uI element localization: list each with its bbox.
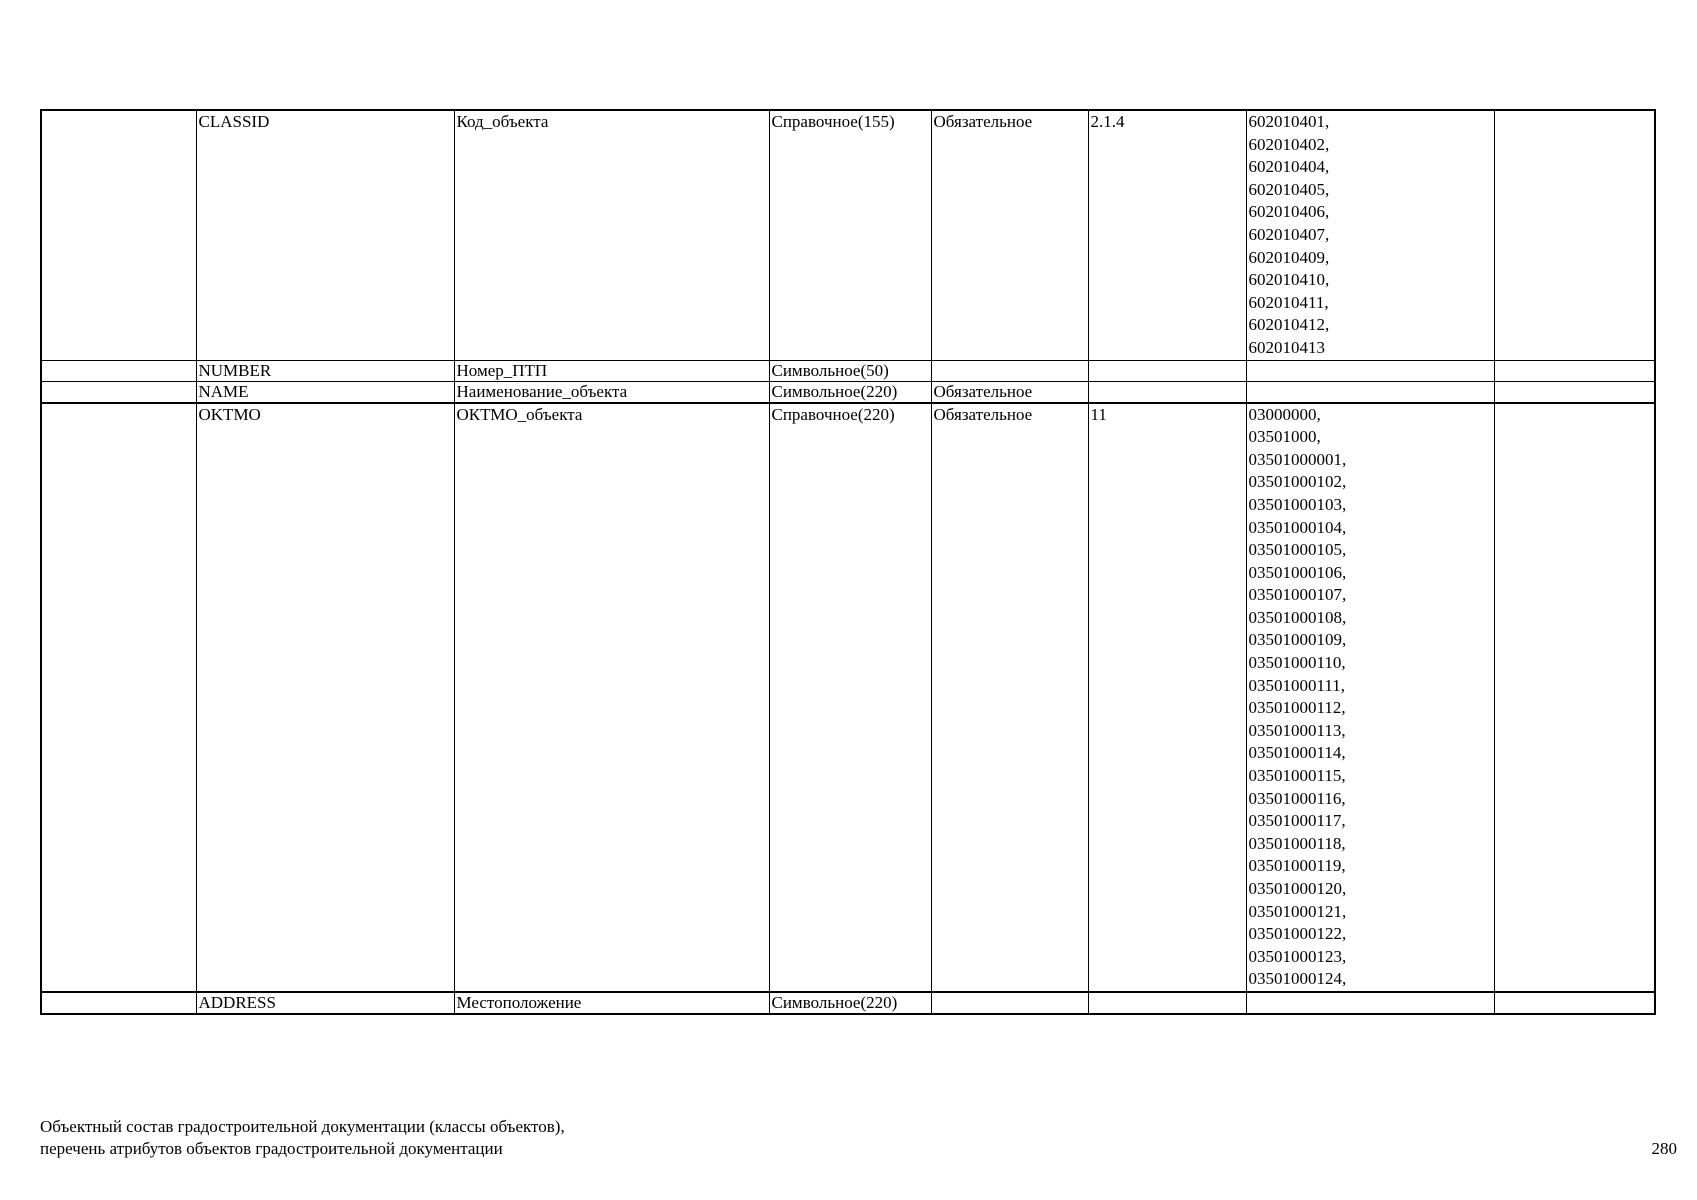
attribute-type: Символьное(50)	[769, 360, 931, 381]
value-item: 03501000106,	[1248, 562, 1347, 582]
footer-caption	[40, 1116, 565, 1160]
value-list	[1249, 404, 1492, 991]
attribute-reference	[1088, 360, 1246, 381]
value-item: 03501000113,	[1248, 720, 1346, 740]
empty-cell	[41, 381, 196, 403]
attribute-required: Обязательное	[931, 381, 1088, 403]
attribute-label: Код_объекта	[454, 110, 769, 360]
attribute-type: Символьное(220)	[769, 992, 931, 1014]
value-item: 03501000111,	[1248, 675, 1345, 695]
empty-cell	[1494, 360, 1655, 381]
value-item: 602010401,	[1248, 112, 1330, 131]
attribute-type: Символьное(220)	[769, 381, 931, 403]
value-item: 03501000124,	[1248, 969, 1347, 989]
empty-cell	[41, 110, 196, 360]
value-item: 03501000123,	[1248, 946, 1347, 966]
attribute-required	[931, 360, 1088, 381]
value-item: 602010413	[1248, 337, 1325, 357]
empty-cell	[1494, 992, 1655, 1014]
table-row	[41, 110, 1655, 360]
attribute-code: OKTMO	[196, 403, 454, 992]
attribute-reference	[1088, 992, 1246, 1014]
attribute-code: ADDRESS	[196, 992, 454, 1014]
attribute-required: Обязательное	[931, 403, 1088, 992]
table-row	[41, 403, 1655, 992]
value-item: 03501000121,	[1248, 901, 1347, 921]
attribute-values	[1246, 360, 1494, 381]
table-row	[41, 992, 1655, 1014]
value-item: 602010410,	[1248, 270, 1330, 290]
attribute-type: Справочное(220)	[769, 403, 931, 992]
value-item: 602010404,	[1248, 157, 1330, 177]
value-item: 602010406,	[1248, 202, 1330, 222]
value-item: 03501000001,	[1248, 449, 1347, 469]
empty-cell	[1494, 381, 1655, 403]
value-item: 03501000103,	[1248, 494, 1347, 514]
value-item: 03501000110,	[1248, 653, 1346, 673]
value-item: 03501000117,	[1248, 811, 1346, 831]
value-item: 03501000115,	[1248, 766, 1346, 786]
attribute-type: Справочное(155)	[769, 110, 931, 360]
empty-cell	[41, 403, 196, 992]
attribute-reference: 2.1.4	[1088, 110, 1246, 360]
attribute-label: Наименование_объекта	[454, 381, 769, 403]
value-item: 03501000,	[1248, 427, 1321, 447]
value-item: 03501000120,	[1248, 879, 1347, 898]
attribute-reference: 11	[1088, 403, 1246, 992]
attribute-label: Номер_ПТП	[454, 360, 769, 381]
footer-caption-line: перечень атрибутов объектов градостроительной документации	[40, 1139, 503, 1158]
attribute-required: Обязательное	[931, 110, 1088, 360]
value-item: 602010412,	[1248, 315, 1330, 335]
value-item: 03501000119,	[1248, 856, 1346, 876]
value-item: 03000000,	[1248, 404, 1321, 424]
value-item: 03501000118,	[1248, 833, 1346, 853]
value-item: 03501000108,	[1248, 607, 1347, 627]
attribute-label: ОКТМО_объекта	[454, 403, 769, 992]
value-list	[1249, 111, 1492, 360]
empty-cell	[1494, 403, 1655, 992]
value-item: 03501000112,	[1248, 698, 1346, 718]
empty-cell	[41, 992, 196, 1014]
value-item: 03501000104,	[1248, 517, 1347, 537]
attribute-values	[1246, 403, 1494, 992]
value-item: 03501000116,	[1248, 788, 1346, 808]
value-item: 03501000114,	[1248, 743, 1346, 763]
value-item: 602010405,	[1248, 179, 1330, 199]
attributes-table	[40, 109, 1656, 1015]
table-row	[41, 381, 1655, 403]
value-item: 03501000107,	[1248, 585, 1347, 605]
attribute-code: NUMBER	[196, 360, 454, 381]
table-row	[41, 360, 1655, 381]
attribute-code: CLASSID	[196, 110, 454, 360]
footer-caption-line: Объектный состав градостроительной документации (классы объектов),	[40, 1117, 565, 1136]
attribute-required	[931, 992, 1088, 1014]
value-item: 602010409,	[1248, 247, 1330, 267]
empty-cell	[41, 360, 196, 381]
value-item: 602010402,	[1248, 134, 1330, 154]
value-item: 03501000105,	[1248, 540, 1347, 560]
value-item: 602010407,	[1248, 224, 1330, 244]
page-number: 280	[1651, 1139, 1677, 1158]
attribute-reference	[1088, 381, 1246, 403]
value-item: 03501000102,	[1248, 472, 1347, 492]
attribute-label: Местоположение	[454, 992, 769, 1014]
value-item: 03501000109,	[1248, 630, 1347, 650]
value-item: 03501000122,	[1248, 924, 1347, 944]
attribute-code: NAME	[196, 381, 454, 403]
empty-cell	[1494, 110, 1655, 360]
value-item: 602010411,	[1248, 292, 1329, 312]
attribute-values	[1246, 381, 1494, 403]
attribute-values	[1246, 110, 1494, 360]
attribute-values	[1246, 992, 1494, 1014]
